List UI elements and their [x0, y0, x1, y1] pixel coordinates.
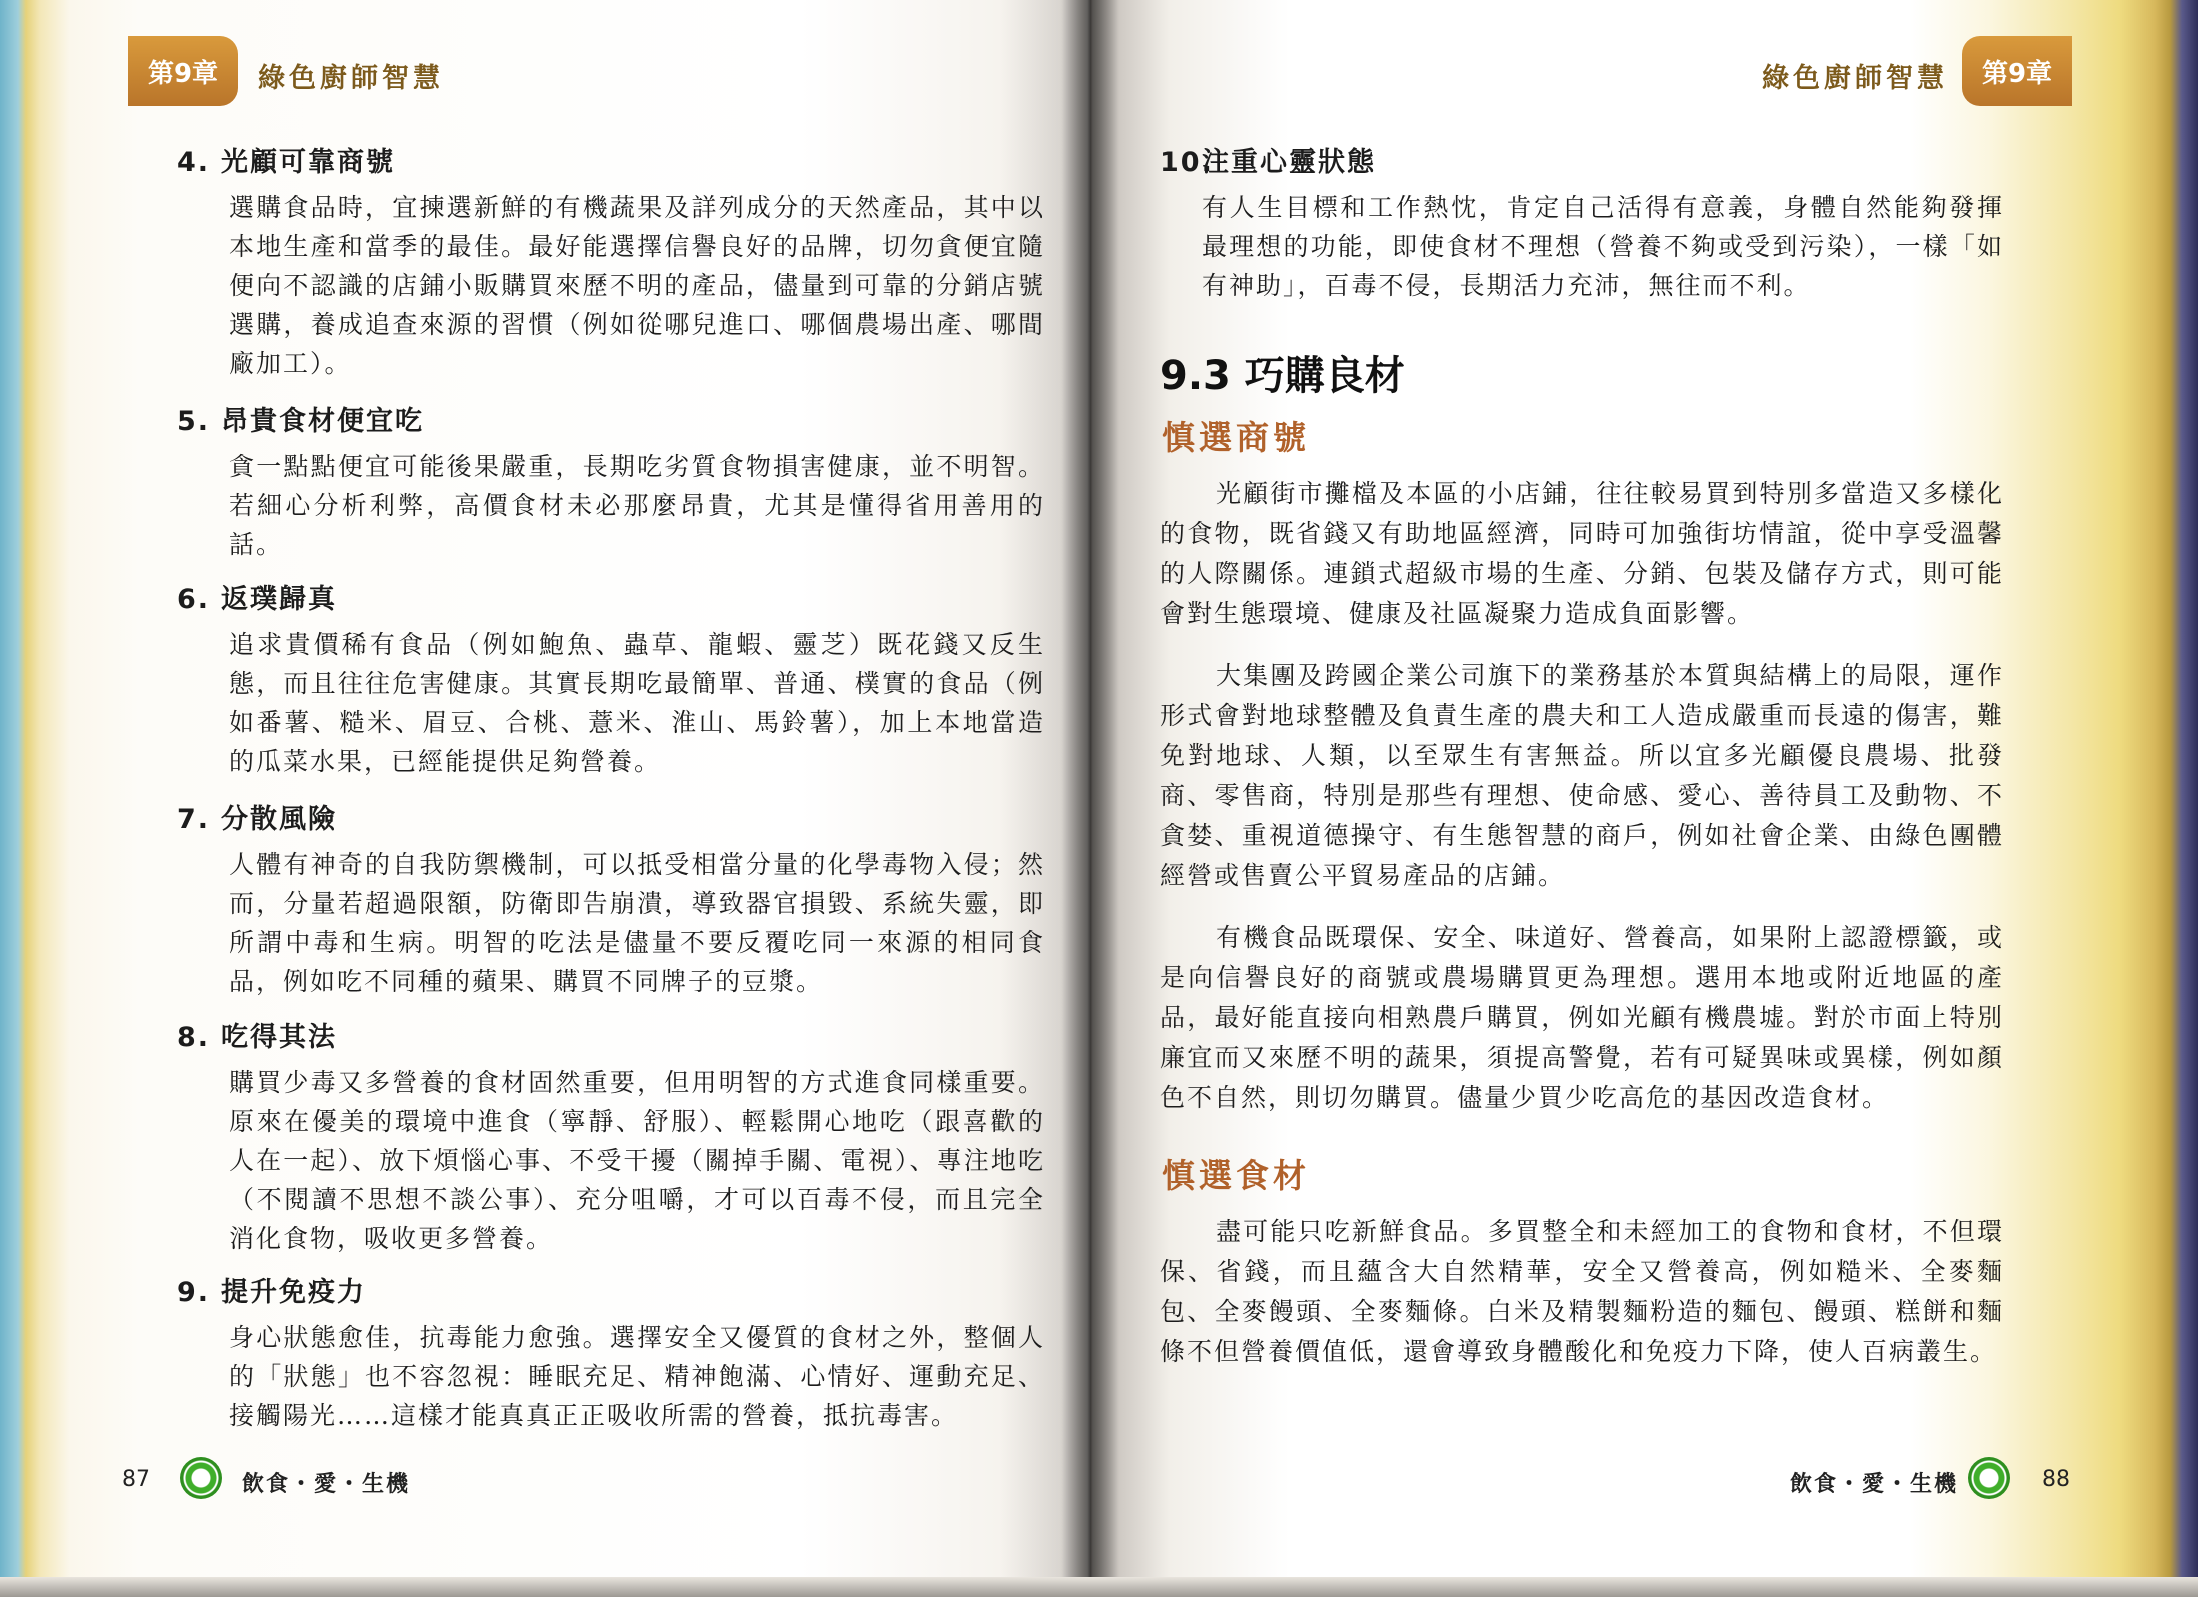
paragraph: 有機食品既環保、安全、味道好、營養高，如果附上認證標籤，或是向信譽良好的商號或農場購買更為理想。選用本地或附近地區的產品，最好能直接向相熟農戶購買，例如光顧有機農墟。對於市面上特別廉宜而又來歷不明的蔬果，須提高警覺，若有可疑異味或異樣，例如顏色不自然，則切勿購買。儘量少買少吃高危的基因改造食材。 — [1160, 923, 2004, 1112]
book-logo-icon — [1968, 1457, 2010, 1499]
book-logo-icon — [180, 1457, 222, 1499]
right-running-head: 綠色廚師智慧 — [1762, 63, 1948, 94]
list-item-6 — [177, 581, 1045, 781]
right-page-number: 88 — [2042, 1467, 2070, 1492]
subsection-body-stores — [1160, 474, 2004, 1118]
item-body: 貪一點點便宜可能後果嚴重，長期吃劣質食物損害健康，並不明智。若細心分析利弊，高價食材未必那麼昂貴，尤其是懂得省用善用的話。 — [229, 452, 1045, 559]
list-item-4 — [177, 144, 1045, 383]
item-body: 選購食品時，宜揀選新鮮的有機蔬果及詳列成分的天然產品，其中以本地生產和當季的最佳。最好能選擇信譽良好的品牌，切勿貪便宜隨便向不認識的店鋪小販購買來歷不明的產品，儘量到可靠的分銷店號選購，養成追查來源的習慣（例如從哪兒進口、哪個農場出產、哪間廠加工）。 — [229, 193, 1045, 378]
list-item-8 — [177, 1019, 1045, 1258]
left-chapter-tab: 第9章 — [128, 36, 238, 106]
item-title: 5. 昂貴食材便宜吃 — [177, 406, 424, 437]
item-body: 有人生目標和工作熱忱，肯定自己活得有意義，身體自然能夠發揮最理想的功能，即使食材不理想（營養不夠或受到污染），一樣「如有神助」，百毒不侵，長期活力充沛，無往而不利。 — [1202, 193, 2004, 300]
left-running-head: 綠色廚師智慧 — [258, 63, 444, 94]
paragraph: 大集團及跨國企業公司旗下的業務基於本質與結構上的局限，運作形式會對地球整體及負責生產的農夫和工人造成嚴重而長遠的傷害，難免對地球、人類，以至眾生有害無益。所以宜多光顧優良農場、批發商、零售商，特別是那些有理想、使命感、愛心、善待員工及動物、不貪婪、重視道德操守、有生態智慧的商戶，例如社會企業、由綠色團體經營或售賣公平貿易產品的店鋪。 — [1160, 661, 2004, 890]
item-body: 購買少毒又多營養的食材固然重要，但用明智的方式進食同樣重要。原來在優美的環境中進食（寧靜、舒服）、輕鬆開心地吃（跟喜歡的人在一起）、放下煩惱心事、不受干擾（關掉手關、電視）、專注地吃（不閱讀不思想不談公事）、充分咀嚼，才可以百毒不侵，而且完全消化食物，吸收更多營養。 — [229, 1068, 1045, 1253]
right-chapter-tab: 第9章 — [1962, 36, 2072, 106]
list-item-9 — [177, 1274, 1045, 1435]
item-body: 人體有神奇的自我防禦機制，可以抵受相當分量的化學毒物入侵；然而，分量若超過限額，防衛即告崩潰，導致器官損毀、系統失靈，即所謂中毒和生病。明智的吃法是儘量不要反覆吃同一來源的相同食品，例如吃不同種的蘋果、購買不同牌子的豆漿。 — [229, 850, 1045, 996]
item-title: 8. 吃得其法 — [177, 1022, 337, 1053]
subsection-heading-stores: 慎選商號 — [1162, 418, 1310, 457]
book-spine-shadow — [1062, 0, 1118, 1597]
item-title: 6. 返璞歸真 — [177, 584, 337, 615]
section-heading: 9.3 巧購良材 — [1160, 353, 1405, 399]
item-body: 身心狀態愈佳，抗毒能力愈強。選擇安全又優質的食材之外，整個人的「狀態」也不容忽視：睡眠充足、精神飽滿、心情好、運動充足、接觸陽光……這樣才能真真正正吸收所需的營養，抵抗毒害。 — [229, 1323, 1045, 1430]
list-item-10 — [1160, 144, 2004, 305]
paragraph: 盡可能只吃新鮮食品。多買整全和未經加工的食物和食材，不但環保、省錢，而且蘊含大自然精華，安全又營養高，例如糙米、全麥麵包、全麥饅頭、全麥麵條。白米及精製麵粉造的麵包、饅頭、糕餅和麵條不但營養價值低，還會導致身體酸化和免疫力下降，使人百病叢生。 — [1160, 1217, 2004, 1366]
page-bottom-edge — [0, 1577, 2198, 1597]
subsection-heading-ingredients: 慎選食材 — [1162, 1156, 1310, 1195]
list-item-5 — [177, 403, 1045, 564]
list-item-7 — [177, 801, 1045, 1001]
item-body: 追求貴價稀有食品（例如鮑魚、蟲草、龍蝦、靈芝）既花錢又反生態，而且往往危害健康。其實長期吃最簡單、普通、樸實的食品（例如番薯、糙米、眉豆、合桃、薏米、淮山、馬鈴薯），加上本地當造的瓜菜水果，已經能提供足夠營養。 — [229, 630, 1045, 776]
item-title: 7. 分散風險 — [177, 804, 337, 835]
item-title: 10.注重心靈狀態 — [1160, 147, 1376, 178]
right-book-title: 飲食・愛・生機 — [1790, 1472, 1959, 1497]
item-title: 4. 光顧可靠商號 — [177, 147, 395, 178]
left-page-number: 87 — [122, 1467, 150, 1492]
subsection-body-ingredients — [1160, 1212, 2004, 1372]
item-title: 9. 提升免疫力 — [177, 1277, 366, 1308]
paragraph: 光顧街市攤檔及本區的小店鋪，往往較易買到特別多當造又多樣化的食物，既省錢又有助地區經濟，同時可加強街坊情誼，從中享受溫馨的人際關係。連鎖式超級市場的生產、分銷、包裝及儲存方式，則可能會對生態環境、健康及社區凝聚力造成負面影響。 — [1160, 479, 2004, 628]
left-book-title: 飲食・愛・生機 — [242, 1472, 411, 1497]
